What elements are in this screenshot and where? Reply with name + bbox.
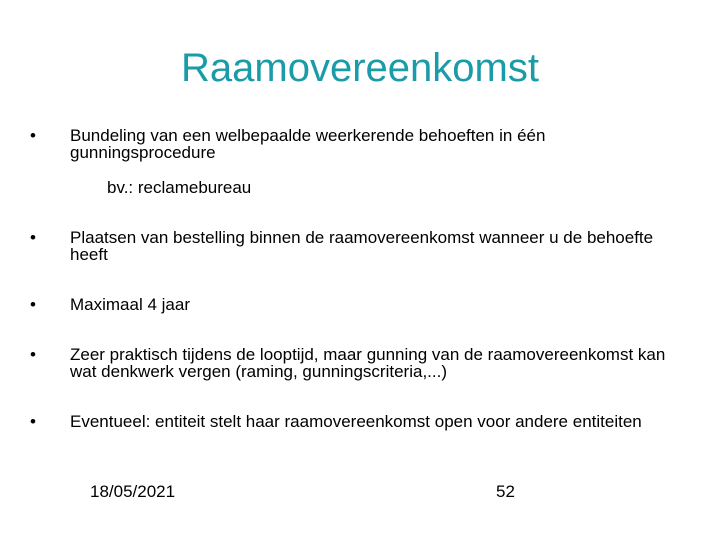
bullet-item bbox=[30, 127, 690, 161]
page-number: 52 bbox=[496, 482, 515, 501]
bullet-item bbox=[30, 296, 690, 313]
bullet-marker: • bbox=[30, 228, 36, 247]
bullet-marker: • bbox=[30, 345, 36, 364]
example-line: bv.: reclamebureau bbox=[107, 178, 252, 197]
bullet-item bbox=[30, 346, 690, 380]
bullet-list bbox=[30, 127, 690, 430]
bullet-item bbox=[30, 413, 690, 430]
bullet-marker: • bbox=[30, 412, 36, 431]
bullet-item bbox=[30, 229, 690, 263]
bullet-text: Bundeling van een welbepaalde weerkerende behoeften in één gunningsprocedure bbox=[70, 126, 546, 162]
bullet-marker: • bbox=[30, 126, 36, 145]
bullet-text: Maximaal 4 jaar bbox=[70, 295, 190, 314]
bullet-text: Plaatsen van bestelling binnen de raamovereenkomst wanneer u de behoefte heeft bbox=[70, 228, 654, 264]
bullet-text: Zeer praktisch tijdens de looptijd, maar gunning van de raamovereenkomst kan wat denkwerk vergen (raming, gunningscriteria,...) bbox=[70, 345, 666, 381]
footer-date: 18/05/2021 bbox=[90, 482, 176, 501]
slide-title: Raamovereenkomst bbox=[181, 46, 539, 90]
bullet-text: Eventueel: entiteit stelt haar raamovereenkomst open voor andere entiteiten bbox=[70, 412, 642, 431]
bullet-marker: • bbox=[30, 295, 36, 314]
